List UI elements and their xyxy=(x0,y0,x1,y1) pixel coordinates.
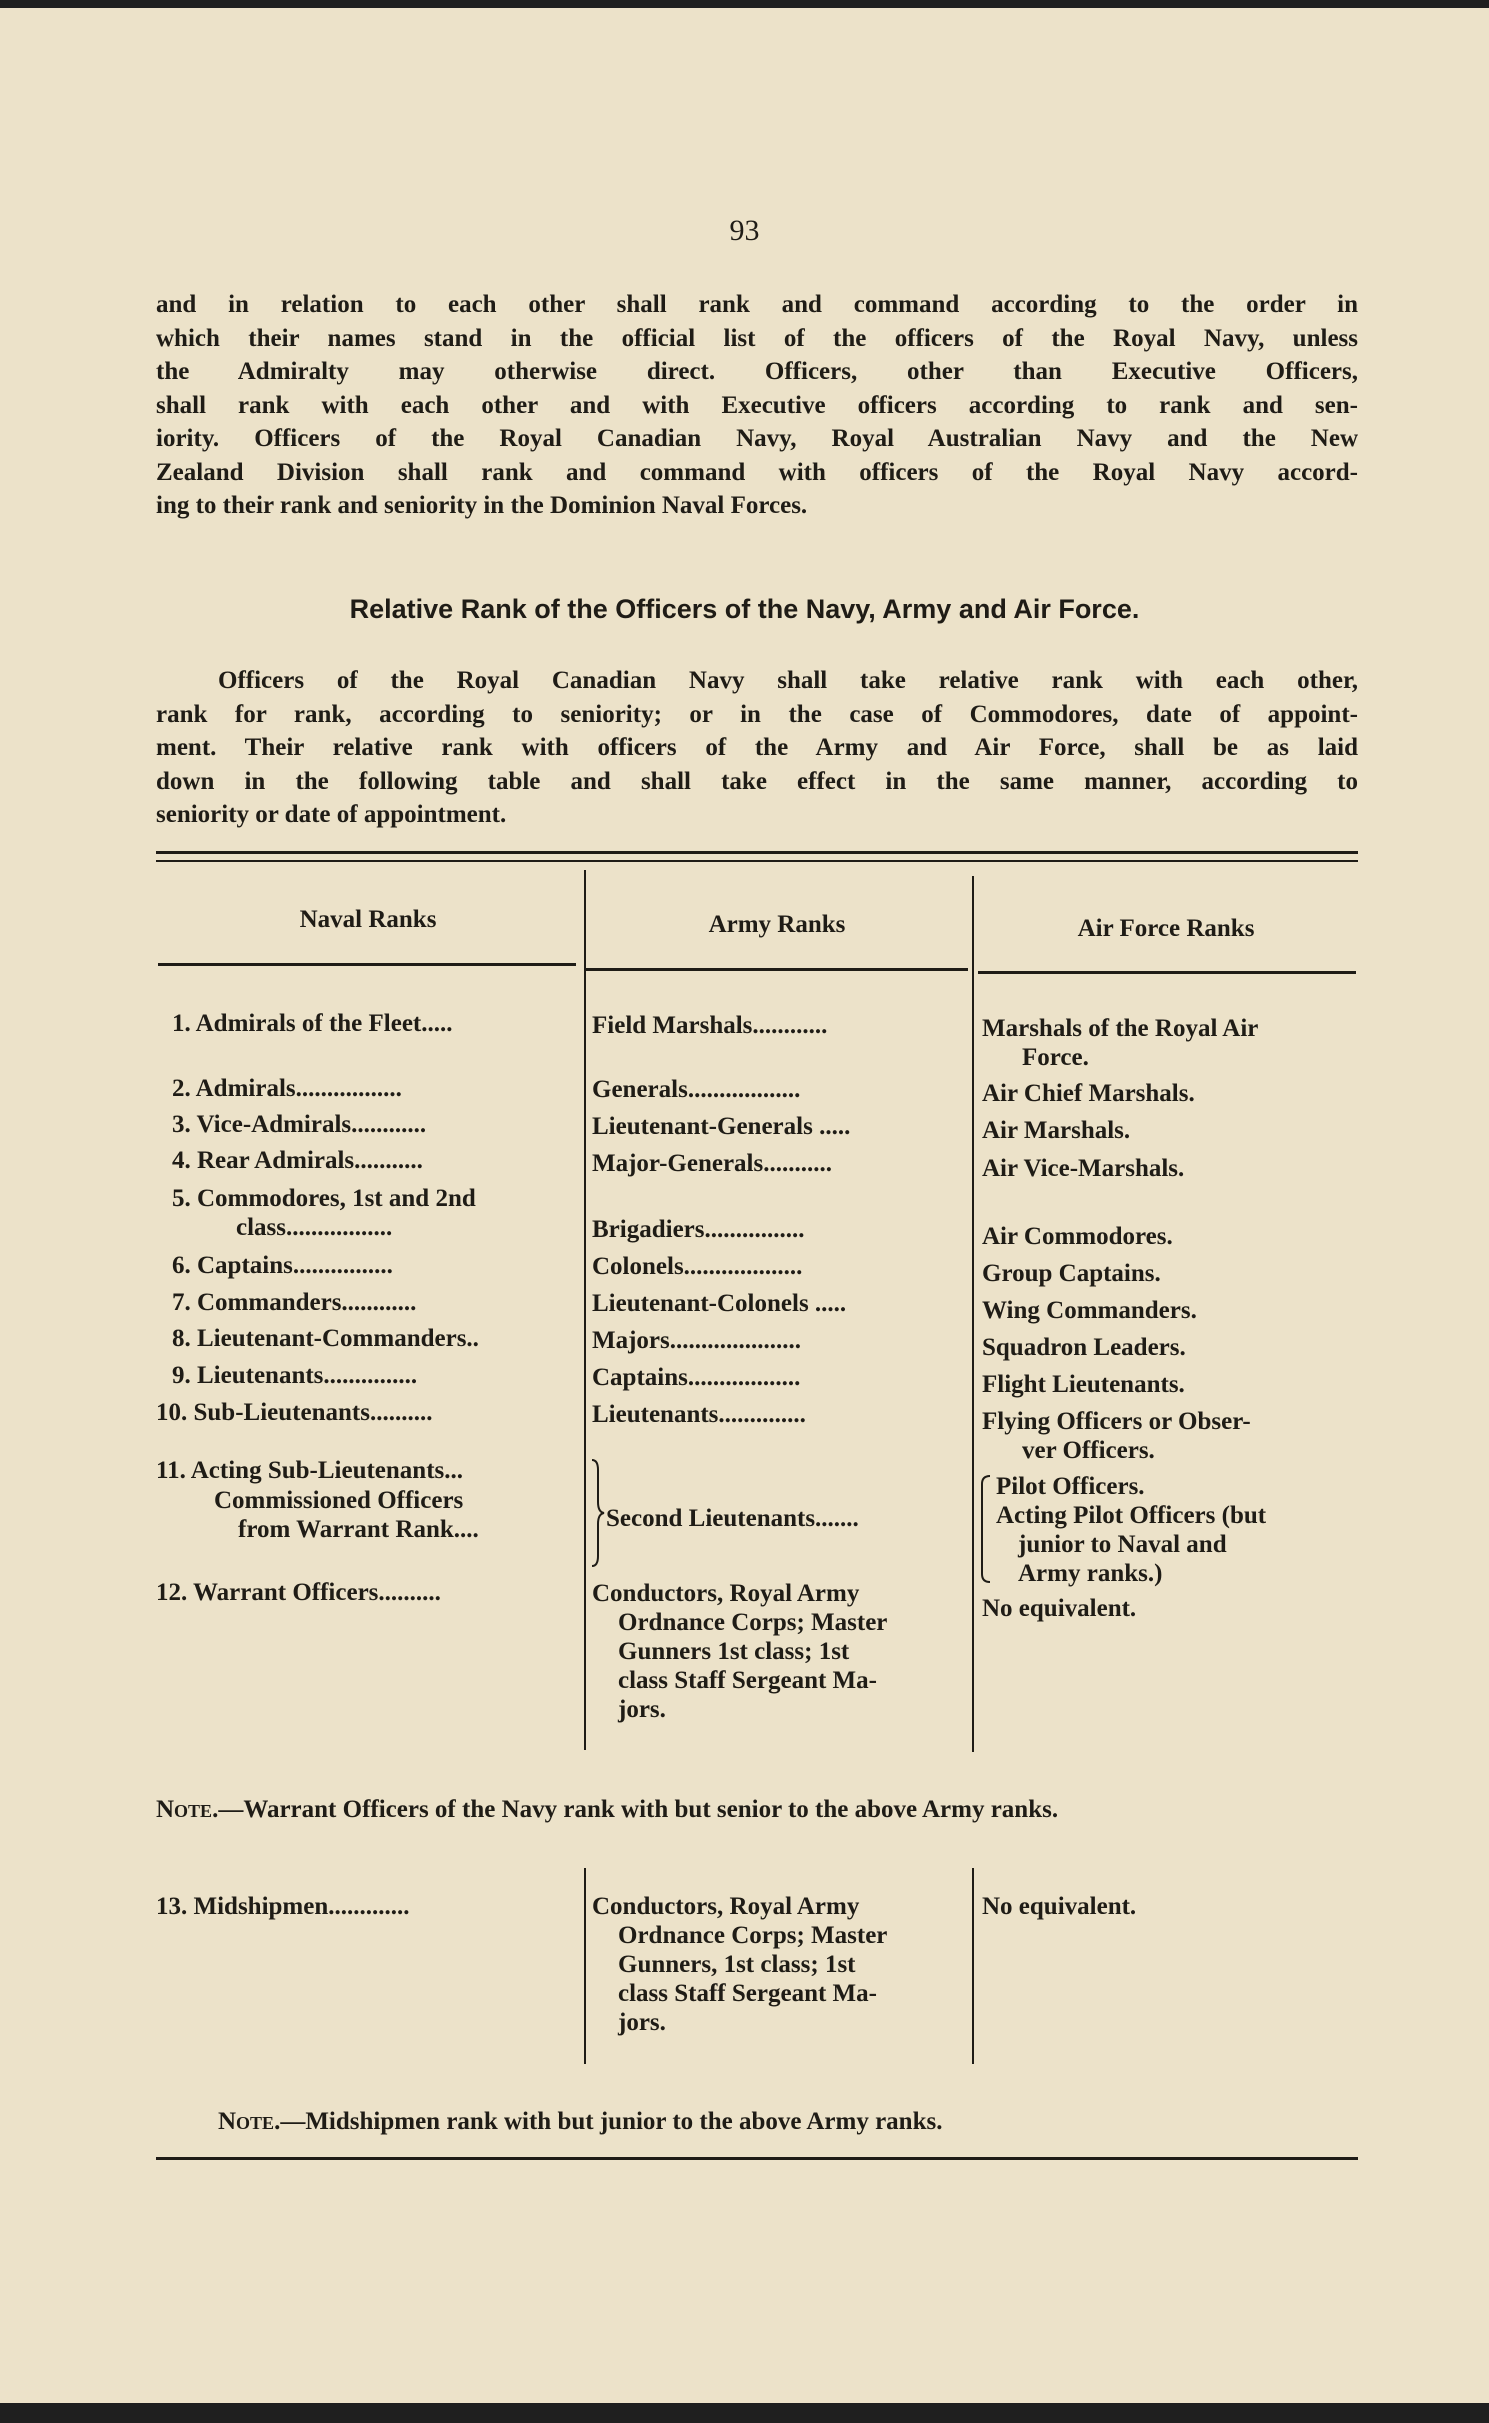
naval-rank: 12. Warrant Officers.......... xyxy=(156,1579,441,1606)
air-rank: Air Commodores. xyxy=(982,1223,1173,1250)
naval-rank: 8. Lieutenant-Commanders.. xyxy=(172,1325,479,1352)
text-line: and in relation to each other shall rank and command according to the order in xyxy=(156,291,1358,318)
air-rank-cont: Force. xyxy=(1022,1044,1089,1071)
air-rank: Pilot Officers. xyxy=(996,1473,1145,1500)
army-rank: Lieutenants.............. xyxy=(592,1401,806,1428)
text-line: ment. Their relative rank with officers of the Army and Air Force, shall be as laid xyxy=(156,734,1358,761)
naval-rank: 13. Midshipmen............. xyxy=(156,1893,410,1920)
army-rank: Major-Generals........... xyxy=(592,1150,832,1177)
naval-rank: 6. Captains................ xyxy=(172,1252,393,1279)
text-line: shall rank with each other and with Executive officers according to rank and sen- xyxy=(156,391,1358,419)
naval-rank-cont: class................. xyxy=(236,1214,393,1241)
army-rank: Generals.................. xyxy=(592,1076,801,1103)
note-label: Note xyxy=(156,1796,213,1823)
air-rank-cont: ver Officers. xyxy=(1022,1437,1155,1464)
col-header-army: Army Ranks xyxy=(708,911,846,938)
naval-rank-cont: from Warrant Rank.... xyxy=(238,1516,479,1543)
naval-rank: 9. Lieutenants............... xyxy=(172,1362,418,1389)
air-rank: Marshals of the Royal Air xyxy=(982,1015,1259,1042)
text-line: seniority or date of appointment. xyxy=(156,801,507,828)
column-divider xyxy=(584,870,586,1750)
air-rank-cont: junior to Naval and xyxy=(1018,1531,1227,1558)
naval-rank: 1. Admirals of the Fleet..... xyxy=(172,1010,453,1037)
naval-rank: 10. Sub-Lieutenants.......... xyxy=(156,1399,433,1426)
air-rank: Group Captains. xyxy=(982,1260,1161,1287)
air-rank: No equivalent. xyxy=(982,1893,1137,1920)
army-rank: Brigadiers................ xyxy=(592,1216,805,1243)
header-rule xyxy=(586,968,968,971)
table-top-rule xyxy=(156,851,1358,854)
note-text: .—Warrant Officers of the Navy rank with but senior to the above Army ranks. xyxy=(212,1796,1059,1823)
army-rank: Conductors, Royal Army xyxy=(592,1893,860,1920)
air-rank: Flight Lieutenants. xyxy=(982,1371,1185,1398)
text-line: down in the following table and shall take effect in the same manner, according to xyxy=(156,767,1358,795)
second-paragraph xyxy=(156,664,1358,832)
army-rank: Captains.................. xyxy=(592,1364,801,1391)
air-rank-cont: Army ranks.) xyxy=(1018,1560,1163,1587)
army-rank: Field Marshals............ xyxy=(592,1012,828,1039)
air-rank: Air Marshals. xyxy=(982,1117,1131,1144)
intro-paragraph xyxy=(156,288,1358,523)
naval-rank: 4. Rear Admirals........... xyxy=(172,1147,423,1174)
army-rank-cont: jors. xyxy=(618,2009,666,2036)
naval-rank: 7. Commanders............ xyxy=(172,1289,417,1316)
army-rank-cont: Ordnance Corps; Master xyxy=(618,1922,888,1949)
column-divider xyxy=(584,1868,586,2064)
table-top-rule xyxy=(156,860,1358,862)
naval-rank-cont: Commissioned Officers xyxy=(214,1487,464,1514)
note-warrant xyxy=(156,1796,1058,1824)
col-header-air: Air Force Ranks xyxy=(1077,915,1255,942)
text-line: iority. Officers of the Royal Canadian Navy, Royal Australian Navy and the New xyxy=(156,425,1358,452)
air-rank: Flying Officers or Obser- xyxy=(982,1408,1251,1435)
note-midshipmen xyxy=(218,2108,942,2136)
air-rank: Air Vice-Marshals. xyxy=(982,1155,1185,1182)
army-rank-cont: Gunners, 1st class; 1st xyxy=(618,1951,856,1978)
note-label: Note xyxy=(218,2108,275,2135)
column-divider xyxy=(972,1868,974,2064)
brace-icon xyxy=(588,1458,608,1568)
air-rank: Wing Commanders. xyxy=(982,1297,1197,1324)
text-line: Officers of the Royal Canadian Navy shall take relative rank with each other, xyxy=(218,667,1358,694)
naval-rank: 2. Admirals................. xyxy=(172,1075,402,1102)
army-rank: Colonels................... xyxy=(592,1253,803,1280)
army-rank-cont: class Staff Sergeant Ma- xyxy=(618,1667,877,1694)
header-rule xyxy=(158,963,576,966)
naval-rank: 3. Vice-Admirals............ xyxy=(172,1111,427,1138)
air-rank: No equivalent. xyxy=(982,1595,1137,1622)
army-rank: Lieutenant-Colonels ..... xyxy=(592,1290,847,1317)
text-line: the Admiralty may otherwise direct. Officers, other than Executive Officers, xyxy=(156,358,1358,385)
naval-rank: 11. Acting Sub-Lieutenants... xyxy=(156,1457,464,1484)
army-rank-cont: jors. xyxy=(618,1696,666,1723)
text-line: ing to their rank and seniority in the Dominion Naval Forces. xyxy=(156,492,808,519)
header-rule xyxy=(978,971,1356,974)
text-line: Zealand Division shall rank and command with officers of the Royal Navy accord- xyxy=(156,458,1358,486)
page-number: 93 xyxy=(729,214,760,247)
table-bottom-rule xyxy=(156,2157,1358,2160)
col-header-naval: Naval Ranks xyxy=(299,906,437,933)
section-heading: Relative Rank of the Officers of the Navy, Army and Air Force. xyxy=(349,594,1140,624)
air-rank: Acting Pilot Officers (but xyxy=(996,1502,1267,1529)
army-rank-cont: Gunners 1st class; 1st xyxy=(618,1638,850,1665)
army-rank: Conductors, Royal Army xyxy=(592,1580,860,1607)
note-text: .—Midshipmen rank with but junior to the above Army ranks. xyxy=(274,2108,943,2135)
text-line: rank for rank, according to seniority; or in the case of Commodores, date of appoint- xyxy=(156,700,1358,728)
army-rank-cont: class Staff Sergeant Ma- xyxy=(618,1980,877,2007)
column-divider xyxy=(972,876,974,1752)
naval-rank: 5. Commodores, 1st and 2nd xyxy=(172,1185,476,1212)
text-line: which their names stand in the official list of the officers of the Royal Navy, unless xyxy=(156,324,1358,352)
page xyxy=(0,8,1489,2403)
bracket-icon xyxy=(978,1474,992,1584)
army-rank-cont: Ordnance Corps; Master xyxy=(618,1609,888,1636)
air-rank: Squadron Leaders. xyxy=(982,1334,1186,1361)
air-rank: Air Chief Marshals. xyxy=(982,1080,1195,1107)
army-rank: Second Lieutenants....... xyxy=(606,1505,859,1532)
army-rank: Lieutenant-Generals ..... xyxy=(592,1113,851,1140)
army-rank: Majors..................... xyxy=(592,1327,801,1354)
